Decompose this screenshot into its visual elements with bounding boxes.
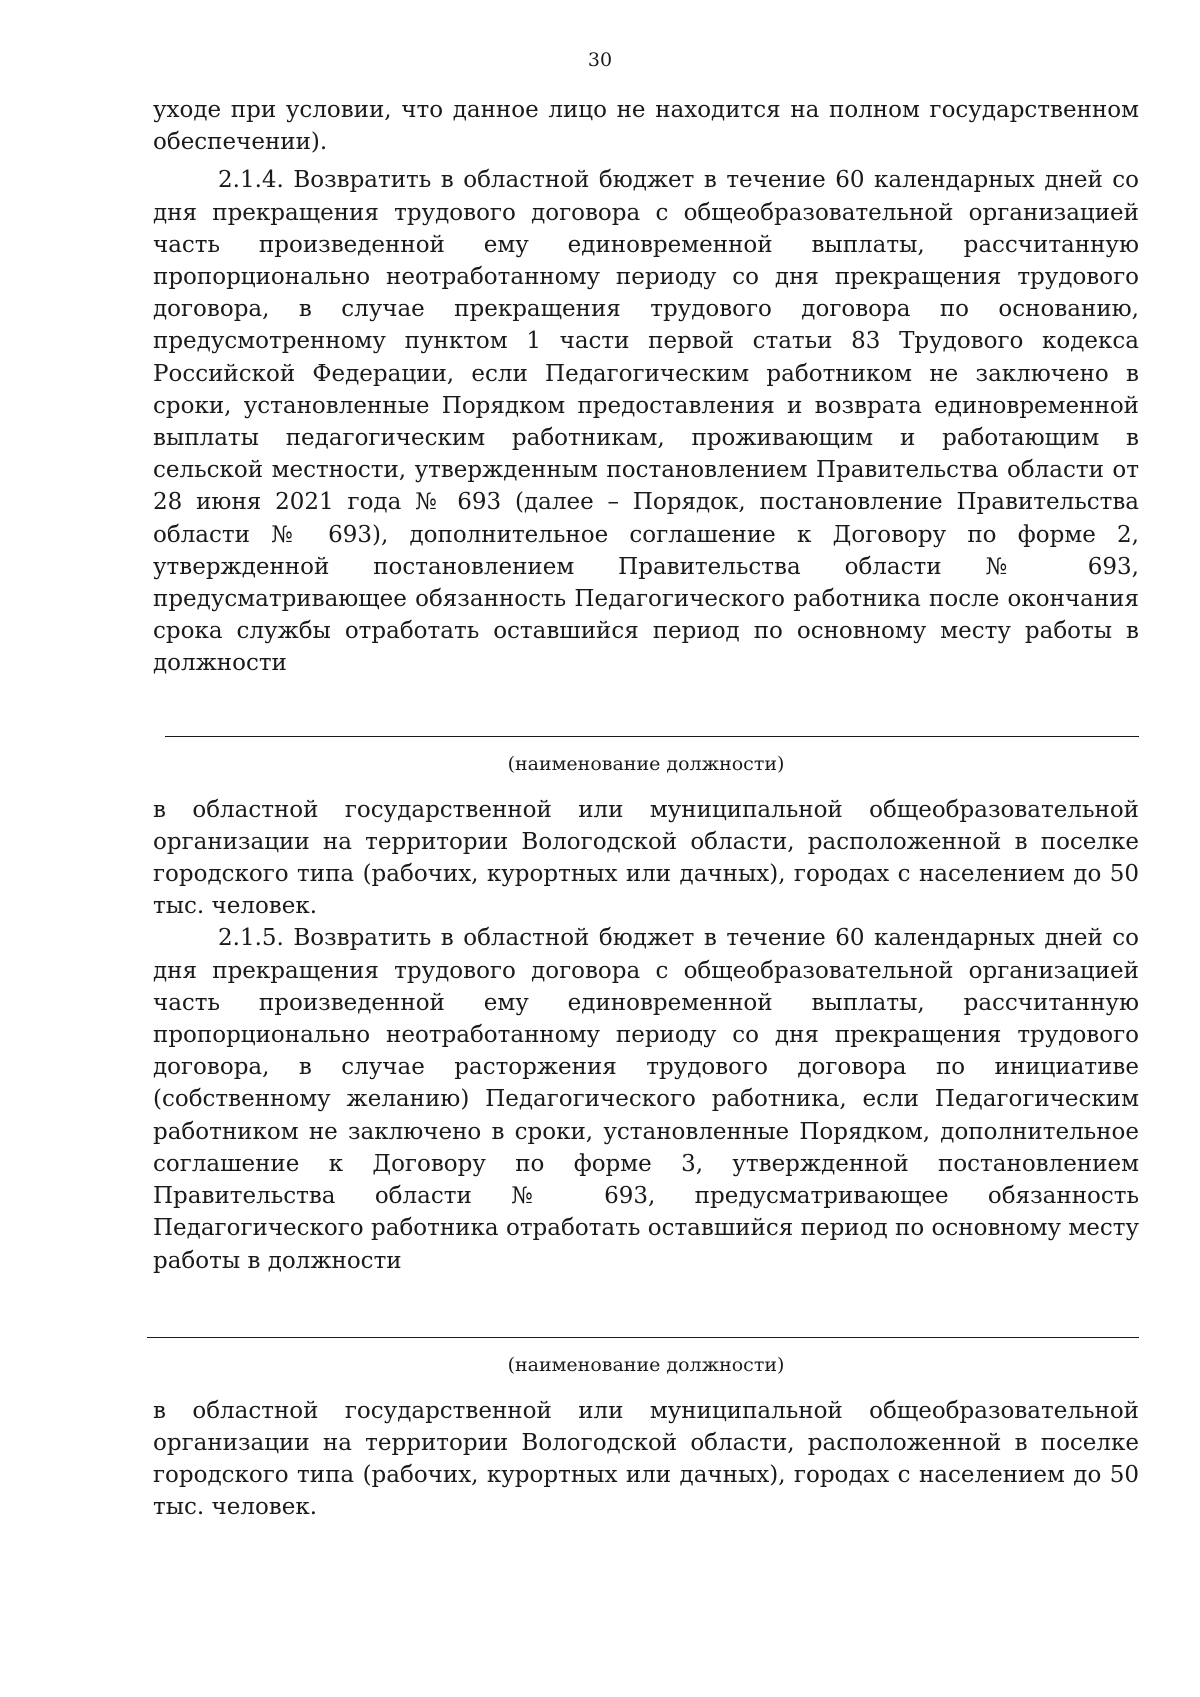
blank-line: [147, 1337, 1139, 1338]
position-field-2: [153, 1277, 1139, 1376]
paragraph-organization-1: в областной государственной или муниципальной общеобразовательной организации на территории Вологодской области, расположенной в поселке городского типа (рабочих, курортных или дачных), городах с населением до 50 тыс. человек.: [153, 796, 1139, 920]
position-caption: (наименование должности): [507, 752, 785, 775]
position-field-1: [153, 680, 1139, 774]
clause-2-1-5: 2.1.5. Возвратить в областной бюджет в течение 60 календарных дней со дня прекращения трудового договора с общеобразовательной организацией часть произведенной ему единовременной выплаты, рассчитанную пропорционально неотработанному периоду со дня прекращения трудового договора, в случае расторжения трудового договора по инициативе (собственному желанию) Педагогического работника, если Педагогическим работником не заключено в сроки, установленные Порядком, дополнительное соглашение к Договору по форме 3, утвержденной постановлением Правительства области № 693, предусматривающее обязанность Педагогического работника отработать оставшийся период по основному месту работы в должности: [153, 925, 1139, 1274]
document-body: [153, 94, 1139, 1524]
paragraph-continuation: уходе при условии, что данное лицо не находится на полном государственном обеспечении).: [153, 97, 1139, 156]
clause-2-1-4: 2.1.4. Возвратить в областной бюджет в течение 60 календарных дней со дня прекращения трудового договора с общеобразовательной организацией часть произведенной ему единовременной выплаты, рассчитанную пропорционально неотработанному периоду со дня прекращения трудового договора, в случае прекращения трудового договора по основанию, предусмотренному пунктом 1 части первой статьи 83 Трудового кодекса Российской Федерации, если Педагогическим работником не заключено в сроки, установленные Порядком предоставления и возврата единовременной выплаты педагогическим работникам, проживающим и работающим в сельской местности, утвержденным постановлением Правительства области от 28 июня 2021 года № 693 (далее – Порядок, постановление Правительства области № 693), дополнительное соглашение к Договору по форме 2, утвержденной постановлением Правительства области № 693, предусматривающее обязанность Педагогического работника после окончания срока службы отработать оставшийся период по основному месту работы в должности: [153, 167, 1139, 677]
paragraph-organization-2: в областной государственной или муниципальной общеобразовательной организации на территории Вологодской области, расположенной в поселке городского типа (рабочих, курортных или дачных), городах с населением до 50 тыс. человек.: [153, 1397, 1139, 1521]
page-number: 30: [587, 49, 613, 71]
blank-line: [165, 736, 1139, 737]
position-caption: (наименование должности): [507, 1353, 785, 1376]
